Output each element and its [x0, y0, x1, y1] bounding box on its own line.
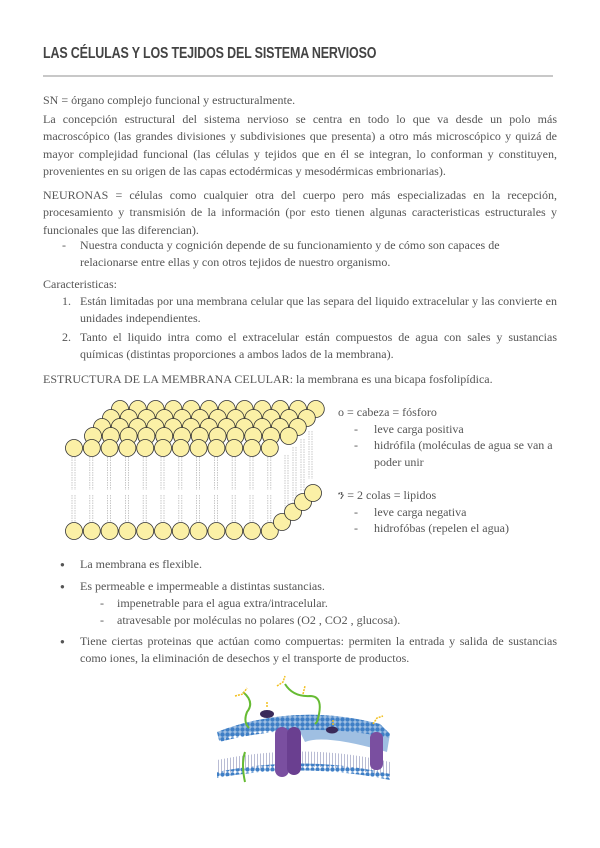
list-item: Están limitadas por una membrana celular que las separa del liquido extracelular y las convierte en unidades independientes.	[80, 294, 557, 325]
bullet-item: La membrana es flexible.	[80, 557, 202, 571]
phospholipid-bilayer-diagram	[60, 395, 330, 545]
phosphate-head	[119, 440, 136, 457]
tail-legend	[338, 487, 568, 537]
phosphate-head	[66, 440, 83, 457]
lipid-tail	[232, 457, 235, 490]
phosphate-head	[101, 523, 118, 540]
phosphate-head	[83, 440, 100, 457]
bullet-item: Tiene ciertas proteinas que actúan como compuertas: permiten la entrada y salida de sustancias como iones, la eliminación de desechos y el transporte de productos.	[80, 634, 557, 665]
lipid-tail	[232, 495, 235, 525]
phosphate-head	[137, 523, 154, 540]
lipid-tail	[72, 495, 75, 525]
phosphate-head	[190, 440, 207, 457]
bullet-marker: ●	[60, 637, 65, 646]
lipid-tail	[108, 495, 111, 525]
neuronas-paragraph: NEURONAS = células como cualquier otra del cuerpo pero más especializadas en la recepción, procesamiento y transmisión de la información (por esto tienen algunas caracteristicas estructurales y funcionales que las diferencian).	[43, 188, 557, 237]
estructura-line	[43, 371, 557, 388]
sub-item: atravesable por moléculas no polares (O2 , CO2 , glucosa).	[117, 613, 401, 627]
phosphate-head	[83, 523, 100, 540]
lipid-tail	[90, 495, 93, 525]
lipid-tail	[143, 495, 146, 525]
lipid-tail	[309, 431, 312, 479]
phosphate-head	[172, 523, 189, 540]
page-title: LAS CÉLULAS Y LOS TEJIDOS DEL SISTEMA NERVIOSO	[43, 45, 377, 62]
dash-marker: -	[354, 438, 358, 452]
lipid-tail	[161, 495, 164, 525]
list-marker: 2.	[62, 330, 71, 344]
peripheral-protein-icon	[326, 727, 338, 734]
phosphate-head	[244, 523, 261, 540]
head-legend-title: o = cabeza = fósforo	[338, 405, 437, 419]
channel-protein-icon	[275, 727, 289, 777]
phosphate-head	[155, 523, 172, 540]
phosphate-head	[155, 440, 172, 457]
phosphate-head	[101, 440, 118, 457]
lipid-tail	[214, 495, 217, 525]
lipid-tail	[268, 457, 271, 490]
phosphate-head	[226, 440, 243, 457]
phosphate-head	[66, 523, 83, 540]
list-item: Tanto el liquido intra como el extracelular están compuestos de agua con sales y sustancias químicas (distintas proporciones a ambos lados de la membrana).	[80, 330, 557, 361]
phosphate-head	[226, 523, 243, 540]
peripheral-protein-icon	[260, 710, 274, 718]
lipid-tail	[197, 495, 200, 525]
lipid-tail	[72, 457, 75, 490]
tail-legend-item: leve carga negativa	[374, 504, 467, 519]
lipid-tail	[90, 457, 93, 490]
title-divider	[43, 75, 553, 77]
lipid-tail	[250, 495, 253, 525]
lipid-tail	[179, 457, 182, 490]
phosphate-heads	[66, 401, 325, 540]
phosphate-head	[119, 523, 136, 540]
head-legend-item: hidrófila (moléculas de agua se van a poder unir	[374, 438, 553, 469]
phosphate-head	[190, 523, 207, 540]
dash-marker: -	[354, 421, 358, 436]
list-marker: 1.	[62, 294, 71, 308]
head-legend-item: leve carga positiva	[374, 421, 464, 436]
dash-marker: -	[100, 596, 104, 610]
membrane-protein-illustration	[205, 672, 405, 792]
channel-protein-icon	[287, 727, 301, 775]
lipid-tail	[197, 457, 200, 490]
dash-marker: -	[62, 238, 66, 252]
lipid-tail	[250, 457, 253, 490]
lipid-tail	[108, 457, 111, 490]
lipid-tail	[301, 439, 304, 491]
transmembrane-protein-icon	[370, 732, 383, 770]
lipid-tail	[293, 447, 296, 503]
phosphate-head	[244, 440, 261, 457]
sn-definition: SN = órgano complejo funcional y estructuralmente.	[43, 93, 296, 107]
phosphate-head	[172, 440, 189, 457]
lipid-tail	[125, 495, 128, 525]
dash-text: Nuestra conducta y cognición depende de su funcionamiento y de cómo son capaces de relacionarse entre ellas y con otros tejidos de nuestro organismo.	[80, 238, 500, 269]
phosphate-head	[305, 485, 322, 502]
tail-legend-item: hidrofóbas (repelen el agua)	[374, 521, 509, 535]
concepcion-paragraph: La concepción estructural del sistema nervioso se centra en todo lo que va desde un polo más macroscópico (las grandes divisiones y subdivisiones que presenta) a otro más microscópico y quizá de mayor complejidad funcional (las células y tejidos que en él se integran, lo conforman y constituyen, provenientes en su origen de las capas ectodérmicas y mesodérmicas embrionarias).	[43, 112, 557, 179]
head-legend	[338, 404, 568, 470]
tail-legend-title: ን = 2 colas = lipidos	[338, 488, 437, 502]
dash-marker: -	[100, 613, 104, 627]
phosphate-head	[261, 440, 278, 457]
phosphate-head	[137, 440, 154, 457]
caracteristicas-heading: Caracteristicas:	[43, 277, 117, 291]
bullet-marker: ●	[60, 582, 65, 591]
bullet-item: Es permeable e impermeable a distintas sustancias.	[80, 579, 325, 593]
phosphate-head	[208, 440, 225, 457]
sub-item: impenetrable para el agua extra/intracelular.	[117, 596, 328, 610]
dash-marker: -	[354, 504, 358, 519]
phosphate-head	[280, 428, 297, 445]
lipid-tail	[161, 457, 164, 490]
lipid-tail	[143, 457, 146, 490]
lipid-tail	[268, 495, 271, 525]
upper-surface-shade	[217, 715, 390, 752]
phosphate-head	[208, 523, 225, 540]
estructura-label: ESTRUCTURA DE LA MEMBRANA CELULAR	[43, 372, 290, 386]
lipid-tail	[179, 495, 182, 525]
bullet-marker: ●	[60, 560, 65, 569]
lipid-tail	[214, 457, 217, 490]
lipid-tail	[125, 457, 128, 490]
dash-marker: -	[354, 521, 358, 535]
estructura-text: : la membrana es una bicapa fosfolipídica.	[289, 372, 493, 386]
